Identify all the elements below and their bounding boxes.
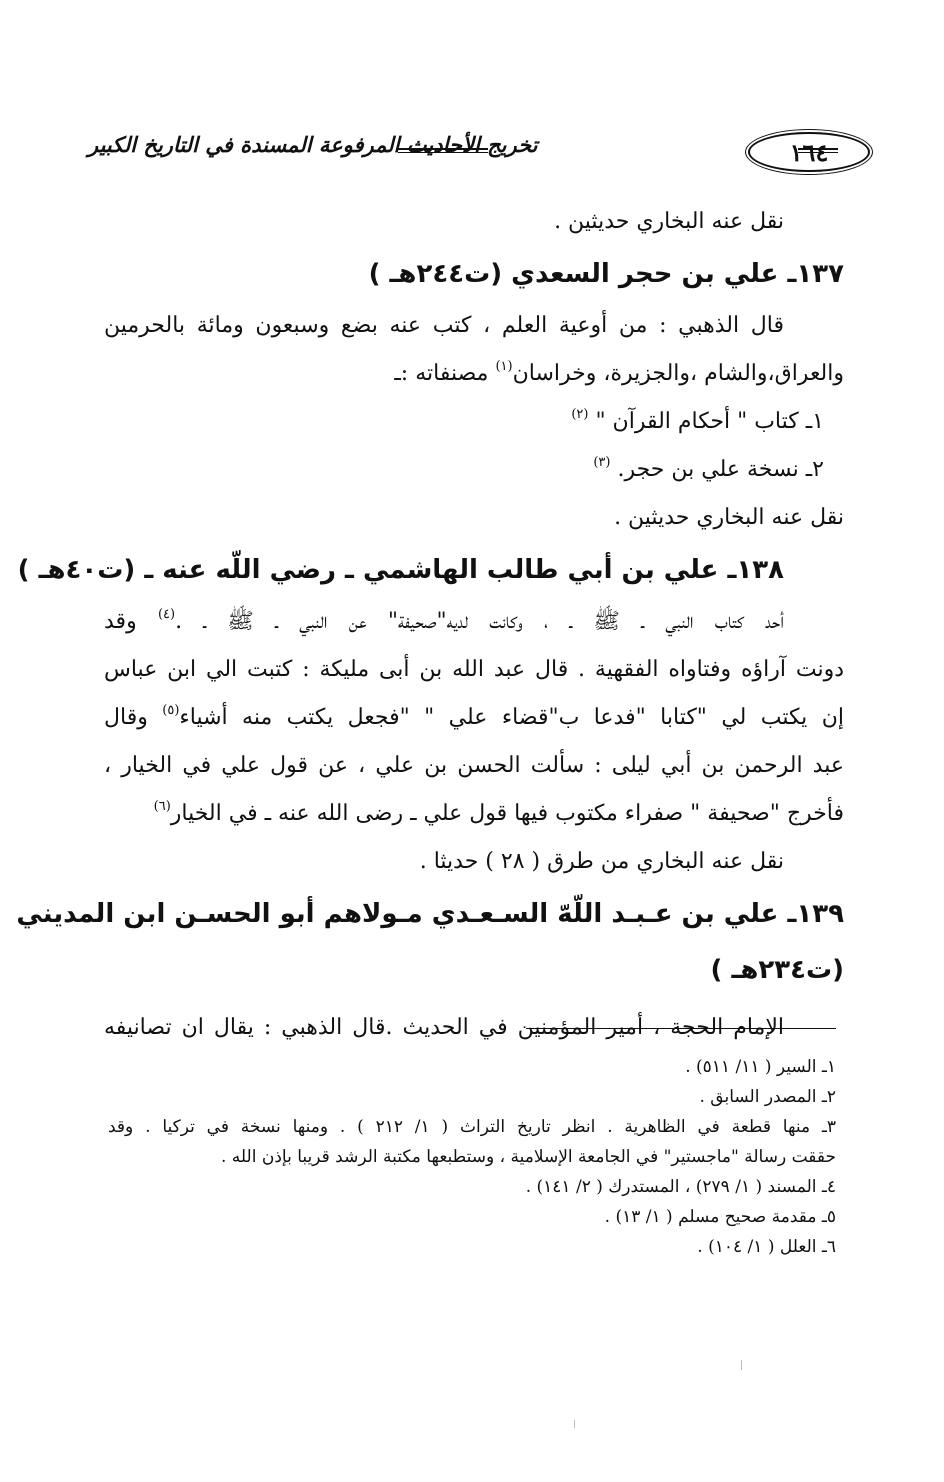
page-number-badge [748, 132, 870, 172]
footnote-4: ٤ـ المسند ( ١/ ٢٧٩) ، المستدرك ( ٢/ ١٤١) . [525, 1177, 836, 1197]
entry-137-title: ١٣٧ـ علي بن حجر السعدي (ت٢٤٤هـ ) [368, 259, 844, 289]
footnote-ref: (٤) [157, 607, 176, 622]
footnote-3: ٣ـ منها قطعة في الظاهرية . انظر تاريخ التراث ( ١/ ٢١٢ ) . ومنها نسخة في تركيا . وقد [108, 1117, 837, 1137]
text-line: نقل عنه البخاري حديثين . [614, 505, 844, 530]
footnote-5: ٥ـ مقدمة صحيح مسلم ( ١/ ١٣) . [604, 1207, 836, 1227]
footnote-2: ٢ـ المصدر السابق . [699, 1087, 836, 1107]
footnote-1: ١ـ السير ( ١١/ ٥١١) . [685, 1057, 836, 1077]
main-text [16, 198, 844, 1052]
entry-139-title: ١٣٩ـ علي بن عـبـد اللّهّ السـعـدي مـولاهم أبو الحسـن ابن المديني [16, 899, 844, 929]
entry-139-title-date: (ت٢٣٤هـ ) [710, 955, 844, 985]
text-line: والعراق،والشام ،والجزيرة، وخراسان$^{(١)}$ مصنفاته :ـ [394, 359, 844, 386]
text-line: عبد الرحمن بن أبي ليلى : سألت الحسن بن علي ، عن قول علي في الخيار ، [104, 753, 844, 778]
running-title: تخريج الأحاديث المرفوعة المسندة في التاريخ الكبير [88, 132, 538, 157]
list-item: ٢ـ نسخة علي بن حجر. $^{(٣)}$ [593, 455, 824, 482]
text-line: نقل عنه البخاري حديثين . [554, 209, 784, 234]
footnote-ref: (٦) [153, 799, 171, 814]
list-item: ١ـ كتاب " أحكام القرآن " $^{(٢)}$ [571, 407, 824, 434]
scan-mark [574, 1420, 575, 1428]
footnote-6: ٦ـ العلل ( ١/ ١٠٤) . [697, 1237, 836, 1257]
footnote-divider [526, 1028, 836, 1029]
text-line: إن يكتب لي "كتابا "فدعا ب"قضاء علي " "فجعل يكتب منه أشياء$^{(٥)}$ وقال [104, 703, 844, 730]
footnote-ref: (٢) [571, 407, 589, 422]
text-line: فأخرج "صحيفة " صفراء مكتوب فيها قول علي ـ رضى الله عنه ـ في الخيار$^{(٦)}$ [153, 799, 844, 826]
footnotes [108, 1052, 836, 1262]
scan-mark [741, 1360, 742, 1370]
text-line: الإمام الحجة ، أمير المؤمنين في الحديث .قال الذهبي : يقال ان تصانيفه [104, 1015, 784, 1040]
footnote-3-continued: حققت رسالة "ماجستير" في الجامعة الإسلامية ، وستطبعها مكتبة الرشد قريبا بإذن الله . [221, 1147, 836, 1167]
text-line: قال الذهبي : من أوعية العلم ، كتب عنه بضع وسبعون ومائة بالحرمين [104, 313, 784, 338]
entry-138-title: ١٣٨ـ علي بن أبي طالب الهاشمي ـ رضي اللّه عنه ـ (ت٤٠هـ ) [17, 555, 784, 585]
text-line: نقل عنه البخاري من طرق ( ٢٨ ) حديثا . [419, 849, 784, 874]
text-line: دونت آراؤه وفتاواه الفقهية . قال عبد الله بن أبى مليكة : كتبت الي ابن عباس [104, 657, 844, 682]
page-number: ١٦٤ [789, 137, 829, 167]
running-header [88, 128, 838, 174]
footnote-ref: (٥) [162, 703, 180, 718]
text-line: أحد كتاب النبي ـ ﷺ ـ ، وكانت لديه"صحيفة" عن النبي ـ ﷺ ـ .$^{(٤)}$ وقد [104, 607, 784, 634]
footnote-ref: (١) [495, 359, 513, 374]
footnote-ref: (٣) [593, 455, 611, 470]
